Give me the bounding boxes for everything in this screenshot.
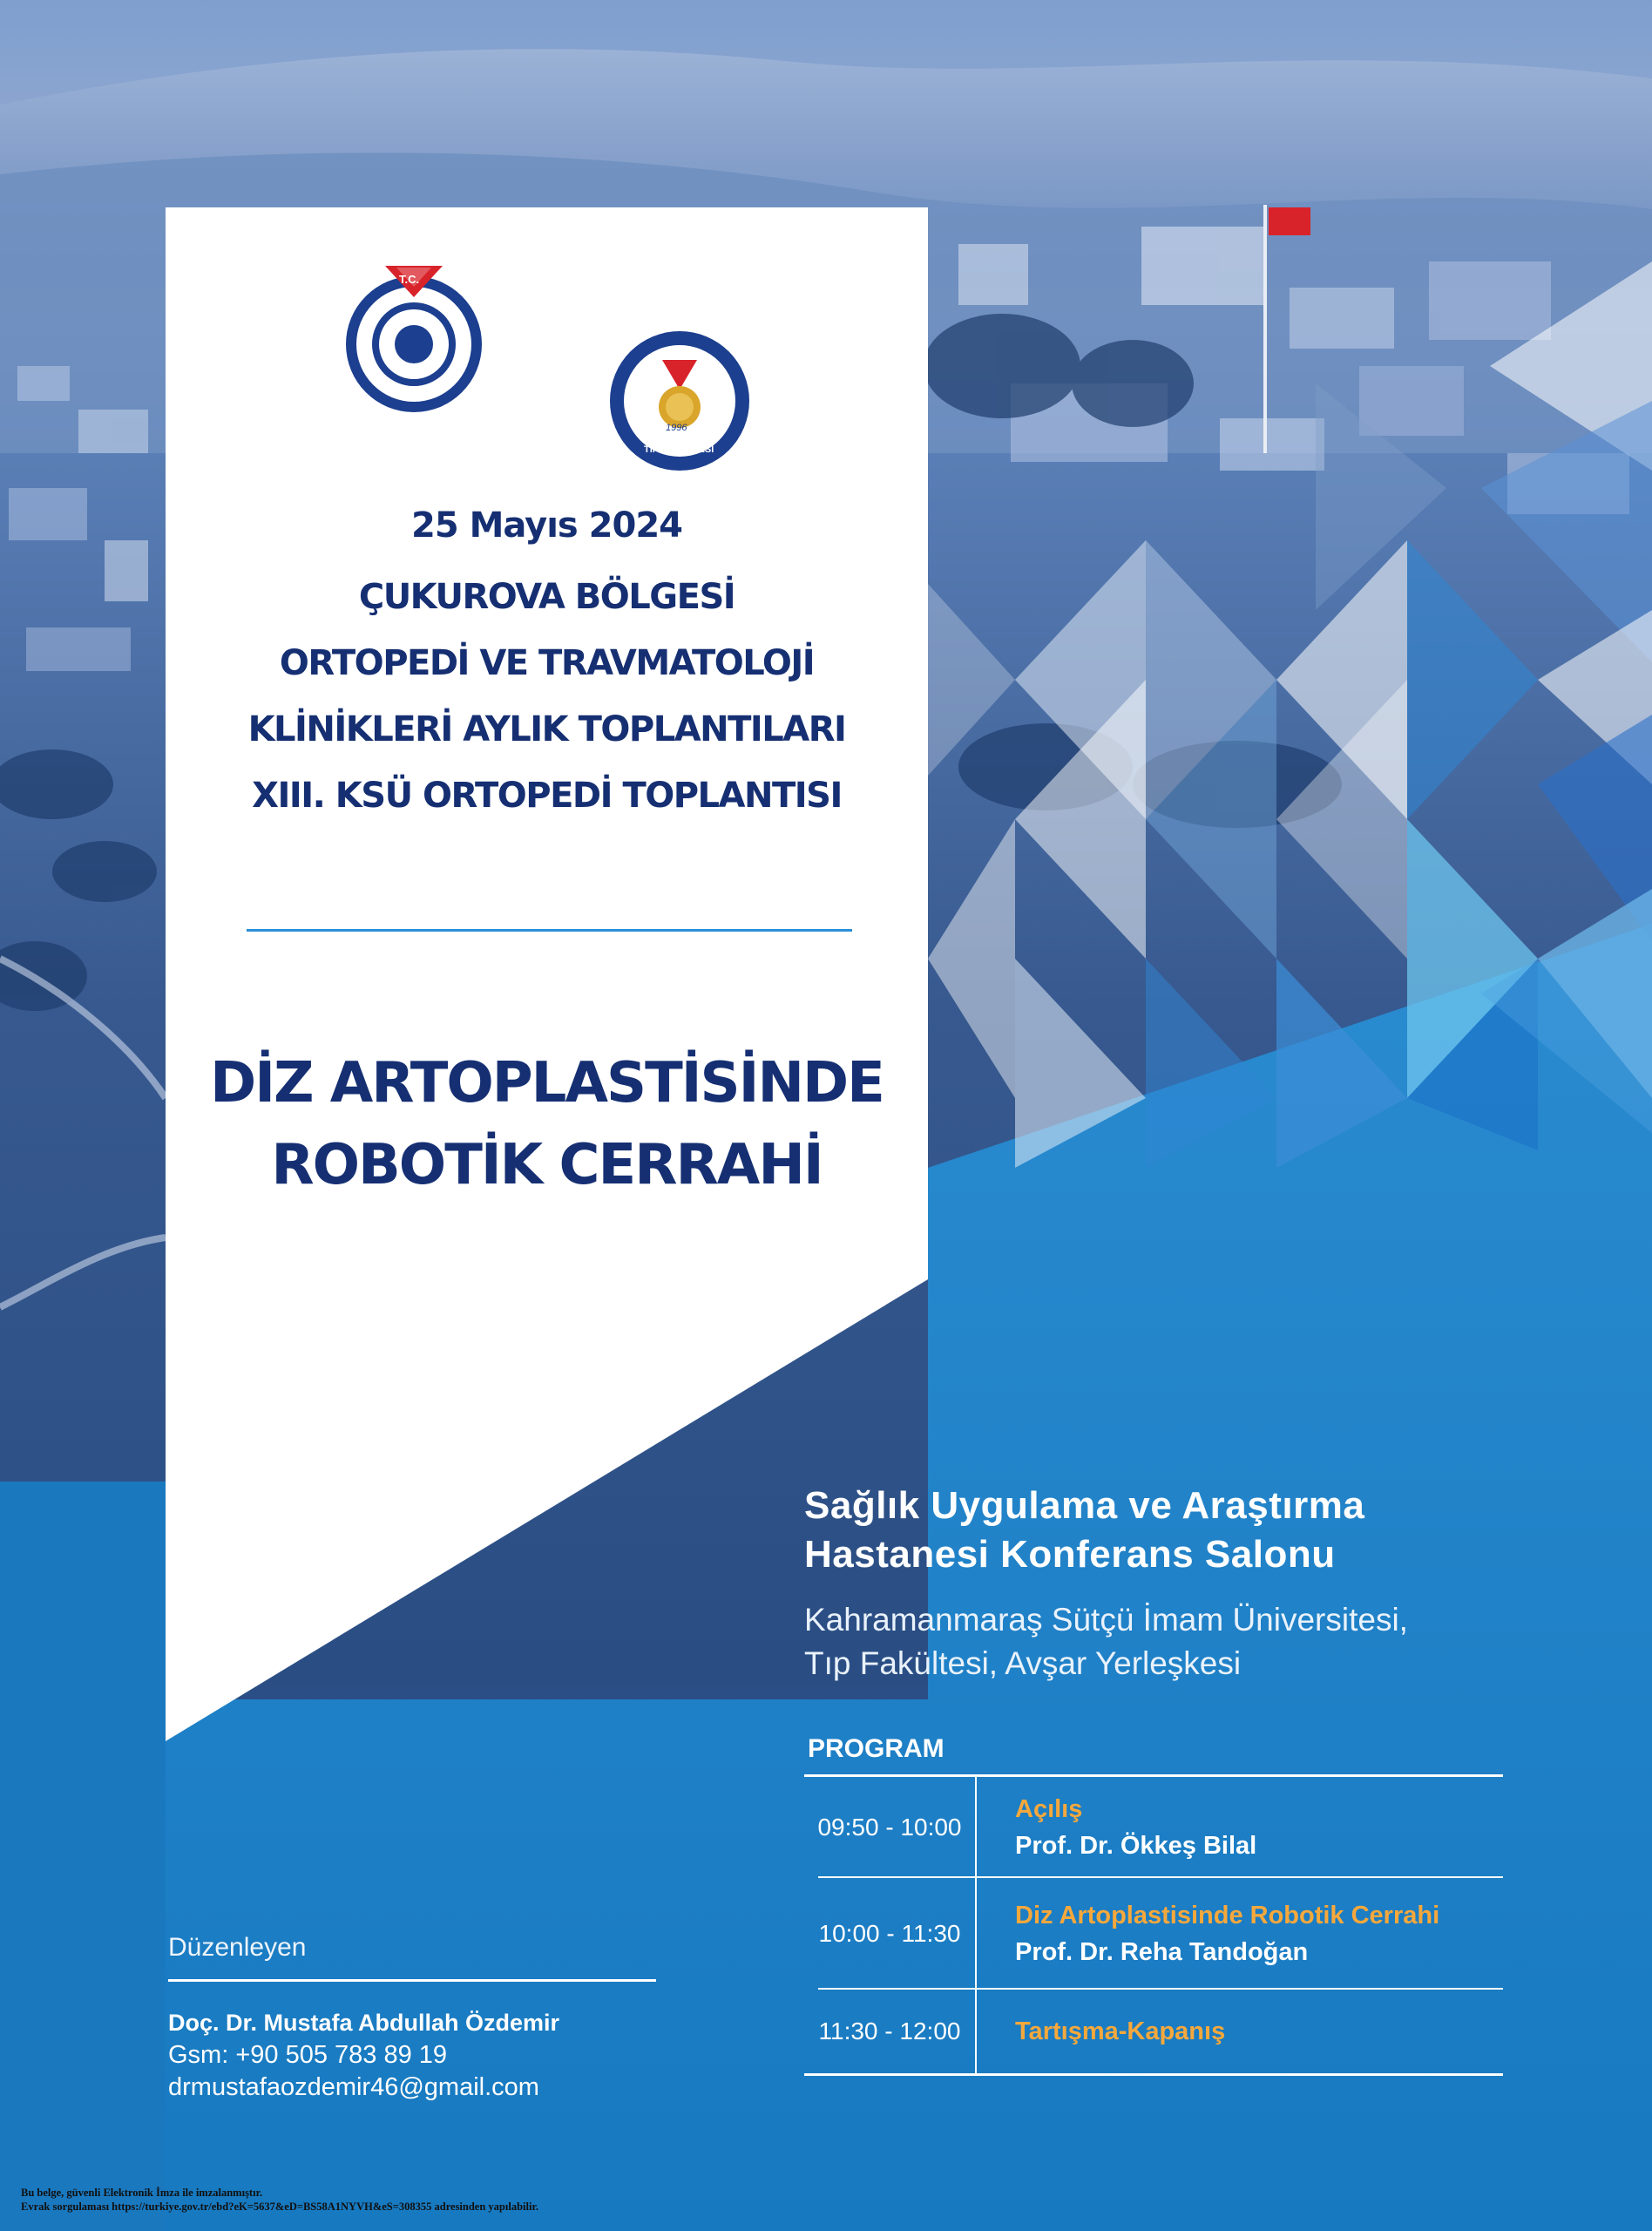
program-speaker: Prof. Dr. Reha Tandoğan (1015, 1938, 1309, 1966)
event-date: 25 Mayıs 2024 (410, 505, 682, 546)
program-session-title: Diz Artoplastisinde Robotik Cerrahi (1015, 1902, 1440, 1929)
venue-block (804, 1482, 1408, 1685)
organizer-name: Doç. Dr. Mustafa Abdullah Özdemir (168, 2010, 560, 2036)
main-title-line-1: DİZ ARTOPLASTİSİNDE (210, 1051, 884, 1116)
organizer-phone[interactable]: Gsm: +90 505 783 89 19 (168, 2041, 448, 2069)
venue-name-line-1: Sağlık Uygulama ve Araştırma (804, 1484, 1365, 1527)
organizer-block (168, 1930, 656, 2104)
program-time: 10:00 - 11:30 (804, 1878, 977, 1990)
e-signature-note (21, 2186, 538, 2214)
event-line-region: ÇUKUROVA BÖLGESİ (358, 577, 735, 617)
main-title-line-2: ROBOTİK CERRAHİ (271, 1133, 823, 1197)
organizer-label: Düzenleyen (168, 1933, 307, 1962)
program-speaker: Prof. Dr. Ökkeş Bilal (1015, 1832, 1257, 1860)
organizer-divider (168, 1979, 656, 1982)
program-row (804, 1878, 1503, 1990)
e-signature-line-2[interactable]: Evrak sorgulaması https://turkiye.gov.tr/ebd?eK=5637&eD=BS58A1NYVH&eS=308355 adresinden yapılabilir. (21, 2200, 538, 2213)
card-divider (247, 929, 852, 932)
right-logo-faculty: TIP FAKÜLTESİ (644, 444, 714, 455)
venue-address (804, 1598, 1408, 1685)
left-logo-year: 1992 (395, 337, 423, 351)
program-heading: PROGRAM (808, 1734, 944, 1763)
program-time: 09:50 - 10:00 (804, 1777, 977, 1878)
e-signature-line-1: Bu belge, güvenli Elektronik İmza ile imzalanmıştır. (21, 2187, 263, 2199)
venue-address-line-1: Kahramanmaraş Sütçü İmam Üniversitesi, (804, 1602, 1408, 1638)
program-table (804, 1734, 1503, 2076)
program-session-title: Tartışma-Kapanış (1015, 2017, 1226, 2045)
event-info (166, 505, 928, 829)
main-title (166, 1042, 928, 1206)
venue-address-line-2: Tıp Fakültesi, Avşar Yerleşkesi (804, 1645, 1242, 1681)
event-line-field: ORTOPEDİ VE TRAVMATOLOJİ (279, 643, 815, 683)
program-row (804, 1777, 1503, 1878)
left-logo-top-text: T.C. (399, 273, 420, 286)
venue-name-line-2: Hastanesi Konferans Salonu (804, 1533, 1336, 1576)
program-row (804, 1990, 1503, 2073)
program-session-title: Açılış (1015, 1795, 1083, 1823)
organizer-email[interactable]: drmustafaozdemir46@gmail.com (168, 2073, 539, 2101)
event-line-edition: XIII. KSÜ ORTOPEDİ TOPLANTISI (252, 776, 842, 816)
event-line-meetings: KLİNİKLERİ AYLIK TOPLANTILARI (247, 709, 846, 749)
program-time: 11:30 - 12:00 (804, 1990, 977, 2073)
venue-name (804, 1482, 1408, 1579)
right-logo-year: 1996 (666, 423, 687, 433)
logos-row (166, 255, 928, 455)
program-bottom-divider (804, 2073, 1503, 2076)
